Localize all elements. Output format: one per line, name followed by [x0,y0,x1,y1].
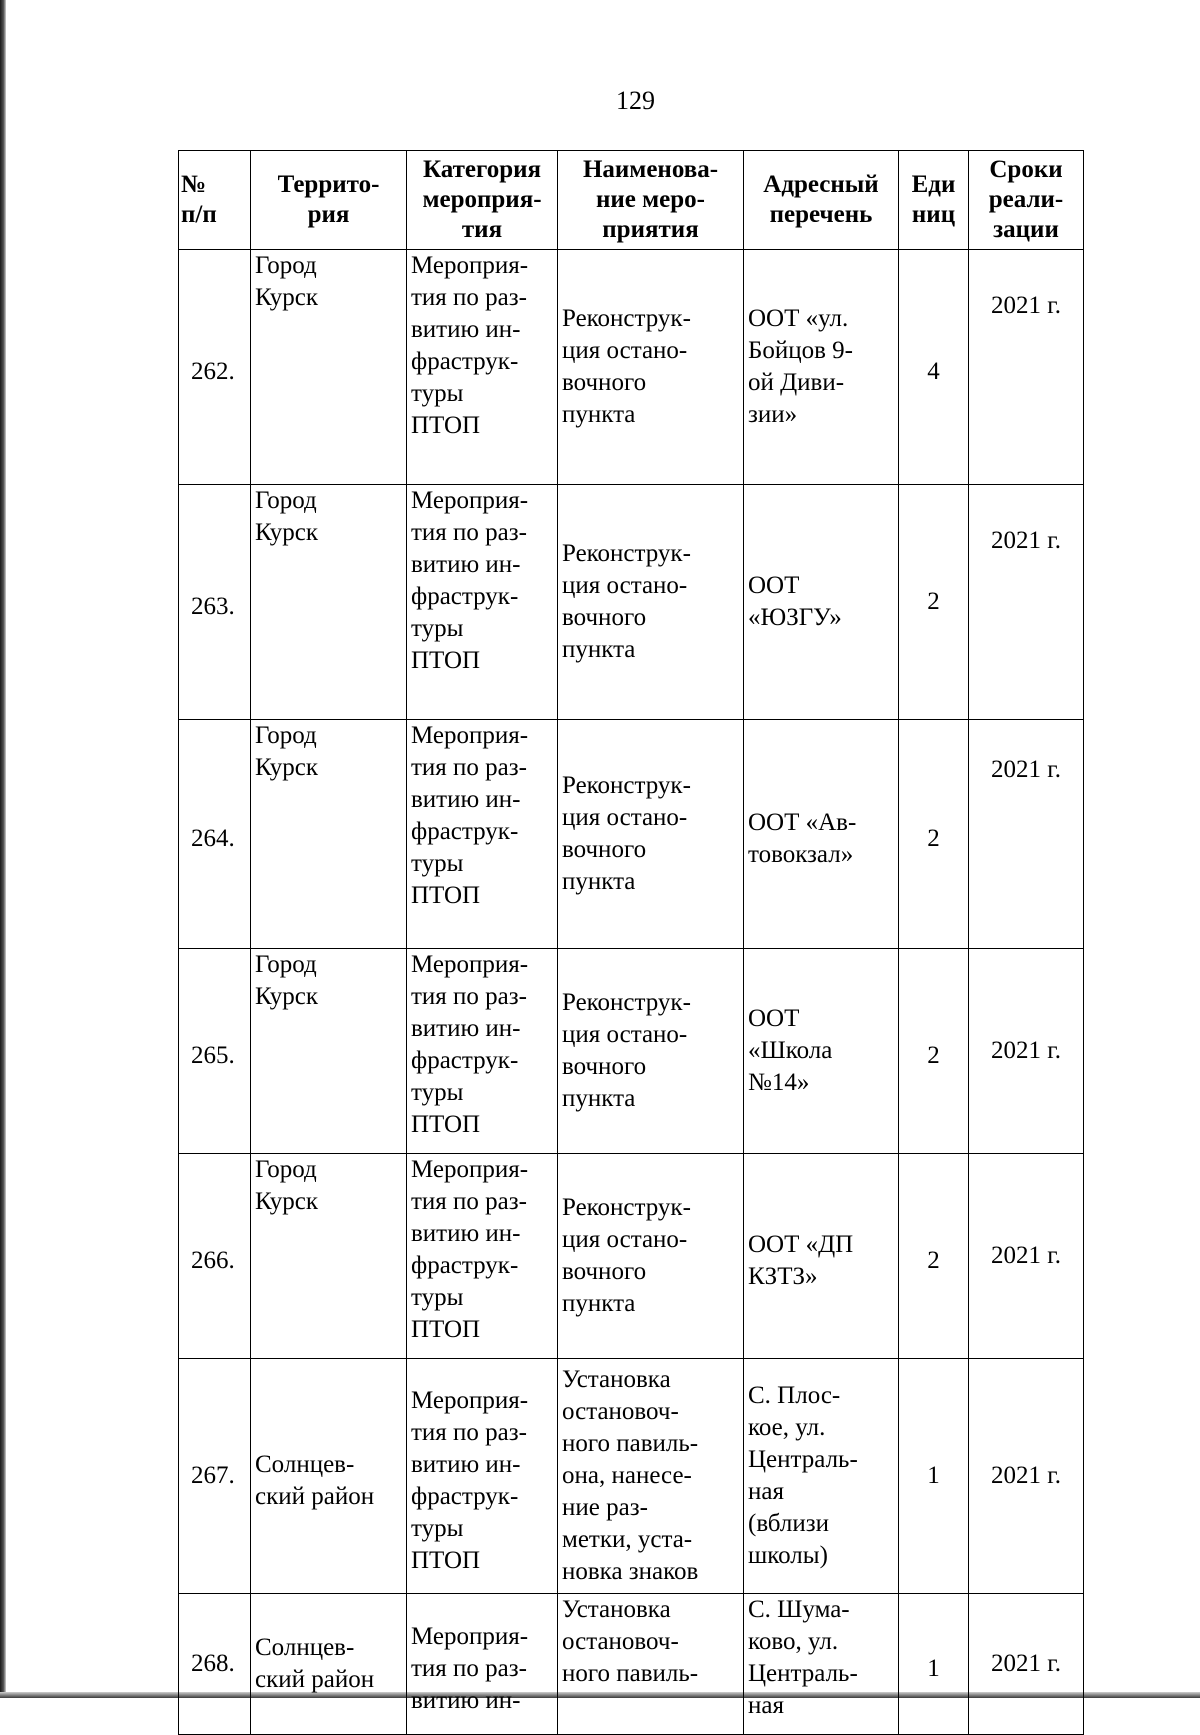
row-number: 265. [179,949,251,1154]
table-row [179,485,1084,720]
row-number: 266. [179,1154,251,1359]
units-cell: 2 [899,949,969,1154]
units-cell: 1 [899,1594,969,1735]
header-category: Категория мероприя- тия [407,151,558,250]
units-cell: 2 [899,485,969,720]
units-cell: 2 [899,1154,969,1359]
address-cell: ООТ «Школа №14» [744,949,899,1154]
terms-cell: 2021 г. [969,250,1084,485]
address-cell: С. Шума- ково, ул. Централь- ная [744,1594,899,1735]
category-cell: Мероприя- тия по раз- витию ин- фраструк- туры ПТОП [407,1359,558,1594]
terms-cell: 2021 г. [969,1594,1084,1735]
terms-cell: 2021 г. [969,1359,1084,1594]
table-row [179,720,1084,949]
territory-cell: Солнцев- ский район [251,1594,407,1735]
measures-table [178,150,1084,1735]
page-number: 129 [616,86,655,115]
category-cell: Мероприя- тия по раз- витию ин- фраструк- туры ПТОП [407,1154,558,1359]
category-cell: Мероприя- тия по раз- витию ин- фраструк- туры ПТОП [407,949,558,1154]
category-cell: Мероприя- тия по раз- витию ин- фраструк- туры ПТОП [407,485,558,720]
name-cell: Реконструк- ция остано- вочного пункта [558,485,744,720]
row-number: 264. [179,720,251,949]
name-cell: Реконструк- ция остано- вочного пункта [558,250,744,485]
header-number: № п/п [179,151,251,250]
terms-cell: 2021 г. [969,949,1084,1154]
terms-cell: 2021 г. [969,485,1084,720]
terms-cell: 2021 г. [969,1154,1084,1359]
table-row [179,1594,1084,1735]
category-cell: Мероприя- тия по раз- витию ин- [407,1594,558,1735]
address-cell: ООТ «Ав- товокзал» [744,720,899,949]
row-number: 268. [179,1594,251,1735]
scan-left-edge-shadow [0,0,6,1698]
territory-cell: Город Курск [251,720,407,949]
name-cell: Установка остановоч- ного павиль- [558,1594,744,1735]
row-number: 263. [179,485,251,720]
address-cell: ООТ «ЮЗГУ» [744,485,899,720]
territory-cell: Город Курск [251,1154,407,1359]
header-units: Еди ниц [899,151,969,250]
table-header-row [179,151,1084,250]
terms-cell: 2021 г. [969,720,1084,949]
name-cell: Установка остановоч- ного павиль- она, нанесе- ние раз- метки, уста- новка знаков [558,1359,744,1594]
address-cell: ООТ «ул. Бойцов 9- ой Диви- зии» [744,250,899,485]
name-cell: Реконструк- ция остано- вочного пункта [558,949,744,1154]
header-address: Адресный перечень [744,151,899,250]
table-row [179,1154,1084,1359]
territory-cell: Город Курск [251,949,407,1154]
territory-cell: Город Курск [251,485,407,720]
units-cell: 4 [899,250,969,485]
row-number: 267. [179,1359,251,1594]
header-territory: Террито- рия [251,151,407,250]
table-row [179,250,1084,485]
name-cell: Реконструк- ция остано- вочного пункта [558,720,744,949]
name-cell: Реконструк- ция остано- вочного пункта [558,1154,744,1359]
table-row [179,949,1084,1154]
address-cell: ООТ «ДП КЗТЗ» [744,1154,899,1359]
territory-cell: Город Курск [251,250,407,485]
category-cell: Мероприя- тия по раз- витию ин- фраструк- туры ПТОП [407,250,558,485]
row-number: 262. [179,250,251,485]
table-row [179,1359,1084,1594]
address-cell: С. Плос- кое, ул. Централь- ная (вблизи школы) [744,1359,899,1594]
category-cell: Мероприя- тия по раз- витию ин- фраструк- туры ПТОП [407,720,558,949]
units-cell: 2 [899,720,969,949]
units-cell: 1 [899,1359,969,1594]
territory-cell: Солнцев- ский район [251,1359,407,1594]
header-name: Наименова- ние меро- приятия [558,151,744,250]
header-terms: Сроки реали- зации [969,151,1084,250]
